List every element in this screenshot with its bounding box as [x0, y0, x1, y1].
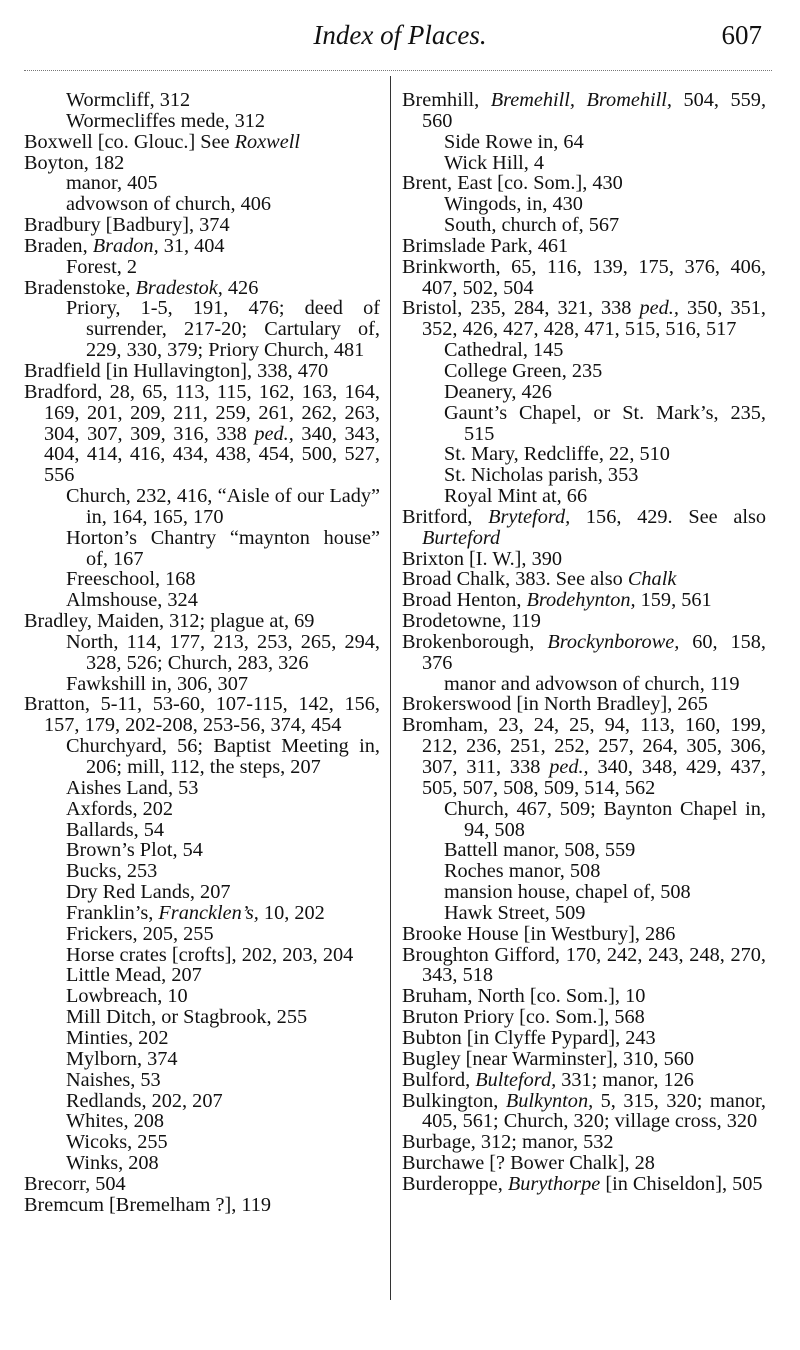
index-entry	[24, 778, 380, 799]
index-entry	[402, 799, 766, 841]
index-entry-text: Naishes, 53	[66, 1068, 161, 1091]
index-entry-text: Axfords, 202	[66, 797, 174, 820]
index-entry	[24, 1132, 380, 1153]
index-entry-text: Minties, 202	[66, 1026, 169, 1049]
index-entry-text: Side Rowe in, 64	[444, 130, 584, 153]
index-entry	[402, 465, 766, 486]
index-entry-italic: Francklen’s,	[158, 901, 259, 924]
left-index-column	[24, 90, 380, 1216]
index-entry	[24, 528, 380, 570]
index-entry-text: North, 114, 177, 213, 253, 265, 294, 328, 526; Church, 283, 326	[66, 630, 380, 674]
index-entry-italic: Bryteford,	[488, 505, 571, 528]
index-entry-text: Burbage, 312; manor, 532	[402, 1131, 614, 1154]
index-entry	[402, 90, 766, 132]
index-entry-text: Almshouse, 324	[66, 589, 198, 612]
index-entry-text: [in Chiseldon], 505	[600, 1172, 763, 1195]
index-entry-text: Brokerswood [in North Bradley], 265	[402, 693, 708, 716]
index-entry-text: Church, 467, 509; Baynton Chapel in, 94, 508	[444, 797, 766, 841]
index-entry-text: Bruton Priory [co. Som.], 568	[402, 1006, 645, 1029]
index-entry	[24, 924, 380, 945]
index-entry	[24, 861, 380, 882]
page-title: Index of Places.	[313, 20, 487, 50]
index-entry-text: Broad Henton,	[402, 589, 527, 612]
index-entry-text: Brinkworth, 65, 116, 139, 175, 376, 406, 407, 502, 504	[402, 255, 766, 299]
index-entry-italic: Brodehynton,	[526, 589, 636, 612]
index-entry-italic: Chalk	[627, 568, 677, 591]
index-entry-text: Little Mead, 207	[66, 964, 202, 987]
index-entry	[24, 382, 380, 486]
index-entry-text: Franklin’s,	[66, 901, 159, 924]
index-entry	[402, 1028, 766, 1049]
index-entry-text: Bristol, 235, 284, 321, 338	[402, 297, 640, 320]
index-entry	[24, 694, 380, 736]
index-entry	[402, 507, 766, 549]
index-entry-text: 60, 158, 376	[422, 630, 766, 674]
index-entry-text: Deanery, 426	[444, 380, 552, 403]
index-entry-italic: Bremehill, Bromehill,	[490, 89, 672, 111]
index-entry	[402, 403, 766, 445]
index-entry-text: Ballards, 54	[66, 818, 165, 841]
index-entry	[402, 611, 766, 632]
index-entry-text: Bubton [in Clyffe Pypard], 243	[402, 1026, 656, 1049]
index-entry	[24, 590, 380, 611]
index-entry-text: Lowbreach, 10	[66, 985, 188, 1008]
index-entry-text: St. Mary, Redcliffe, 22, 510	[444, 443, 670, 466]
index-entry	[402, 153, 766, 174]
index-entry	[24, 1070, 380, 1091]
index-entry	[24, 820, 380, 841]
index-entry	[24, 840, 380, 861]
index-entry	[24, 361, 380, 382]
index-entry	[402, 298, 766, 340]
index-entry-text: Brooke House [in Westbury], 286	[402, 922, 676, 945]
index-entry	[24, 111, 380, 132]
index-entry-text: Burderoppe,	[402, 1172, 508, 1195]
column-divider	[390, 76, 391, 1300]
index-entry-text: Broughton Gifford, 170, 242, 243, 248, 270, 343, 518	[402, 943, 766, 987]
index-entry	[402, 924, 766, 945]
index-entry	[402, 715, 766, 798]
index-entry-text: Horton’s Chantry “maynton house” of, 167	[66, 526, 380, 570]
index-entry-text: Hawk Street, 509	[444, 901, 586, 924]
index-entry	[402, 549, 766, 570]
index-entry-text: 10, 202	[258, 901, 325, 924]
index-entry-italic: Bulkynton,	[505, 1089, 594, 1112]
index-entry-italic: ped.,	[639, 297, 679, 320]
index-entry	[402, 444, 766, 465]
index-entry	[24, 1153, 380, 1174]
index-entry	[24, 632, 380, 674]
index-entry-text: 31, 404	[158, 234, 225, 257]
index-entry-italic: Roxwell	[234, 130, 300, 153]
index-entry-text: Brent, East [co. Som.], 430	[402, 172, 623, 195]
index-entry-text: Boxwell [co. Glouc.] See	[24, 130, 235, 153]
index-entry-text: Bucks, 253	[66, 860, 158, 883]
index-entry-text: Gaunt’s Chapel, or St. Mark’s, 235, 515	[444, 401, 766, 445]
index-entry-text: Fawkshill in, 306, 307	[66, 672, 248, 695]
index-entry-text: Britford,	[402, 505, 489, 528]
index-entry-text: 350, 351, 352, 426, 427, 428, 471, 515, 516, 517	[422, 297, 766, 341]
index-entry	[402, 173, 766, 194]
index-entry-text: manor and advowson of church, 119	[444, 672, 740, 695]
index-entry	[402, 861, 766, 882]
index-entry	[402, 945, 766, 987]
index-entry	[402, 1132, 766, 1153]
index-entry-text: Frickers, 205, 255	[66, 922, 214, 945]
index-entry	[24, 674, 380, 695]
index-entry	[24, 90, 380, 111]
index-entry-text: 159, 561	[635, 589, 712, 612]
index-entry	[24, 611, 380, 632]
index-entry	[402, 382, 766, 403]
index-entry-text: Burchawe [? Bower Chalk], 28	[402, 1152, 655, 1175]
index-entry	[402, 1091, 766, 1133]
index-entry-text: Whites, 208	[66, 1110, 165, 1133]
index-entry-text: Bulford,	[402, 1068, 476, 1091]
index-entry	[402, 1007, 766, 1028]
index-entry	[24, 1111, 380, 1132]
index-entry	[24, 486, 380, 528]
index-entry-text: Roches manor, 508	[444, 860, 601, 883]
index-entry-text: St. Nicholas parish, 353	[444, 464, 639, 487]
index-entry	[24, 965, 380, 986]
index-entry	[24, 1007, 380, 1028]
index-entry-text: mansion house, chapel of, 508	[444, 881, 691, 904]
index-entry	[402, 903, 766, 924]
index-entry-text: Bromham, 23, 24, 25, 94, 113, 160, 199, 212, 236, 251, 252, 257, 264, 305, 306, 307, 311, 338	[402, 714, 766, 778]
index-entry-text: Redlands, 202, 207	[66, 1089, 223, 1112]
index-entry-text: Bratton, 5-11, 53-60, 107-115, 142, 156, 157, 179, 202-208, 253-56, 374, 454	[24, 693, 380, 737]
index-entry-text: Boyton, 182	[24, 151, 125, 174]
index-entry	[24, 799, 380, 820]
index-entry-text: Brecorr, 504	[24, 1172, 126, 1195]
index-entry-text: Dry Red Lands, 207	[66, 881, 231, 904]
index-entry	[24, 736, 380, 778]
index-entry	[402, 882, 766, 903]
index-entry-text: 504, 559, 560	[422, 89, 767, 132]
index-entry-italic: Bradon,	[92, 234, 159, 257]
index-entry	[24, 132, 380, 153]
index-entry-text: 156, 429. See also	[570, 505, 767, 528]
index-entry	[402, 694, 766, 715]
index-entry	[402, 674, 766, 695]
index-entry-text: Bradford, 28, 65, 113, 115, 162, 163, 164, 169, 201, 209, 211, 259, 261, 262, 263, 304, 307, 309, 316, 338	[24, 380, 380, 445]
index-entry	[402, 1070, 766, 1091]
index-entry-text: Bradfield [in Hullavington], 338, 470	[24, 359, 329, 382]
index-entry-text: Forest, 2	[66, 255, 137, 278]
index-entry-text: Bremhill,	[402, 89, 491, 111]
index-entry-text: 340, 343, 404, 414, 416, 434, 438, 454, 500, 527, 556	[44, 422, 381, 487]
index-entry	[402, 632, 766, 674]
index-entry	[24, 278, 380, 299]
index-entry-text: Horse crates [crofts], 202, 203, 204	[66, 943, 354, 966]
index-entry	[24, 1028, 380, 1049]
index-entry	[402, 1153, 766, 1174]
index-entry-text: 340, 348, 429, 437, 505, 507, 508, 509, 514, 562	[422, 756, 766, 799]
index-entry	[402, 340, 766, 361]
index-entry-text: Freeschool, 168	[66, 568, 196, 591]
index-entry	[24, 1174, 380, 1195]
index-entry	[402, 361, 766, 382]
index-entry	[402, 569, 766, 590]
index-entry-text: Brixton [I. W.], 390	[402, 547, 562, 570]
right-index-column	[402, 90, 766, 1195]
index-entry	[24, 194, 380, 215]
index-entry-text: Bradbury [Badbury], 374	[24, 214, 230, 237]
index-entry-italic: Bulteford,	[475, 1068, 557, 1091]
index-entry	[402, 236, 766, 257]
index-entry-text: Royal Mint at, 66	[444, 485, 588, 508]
index-entry	[402, 840, 766, 861]
index-entry-text: Priory, 1-5, 191, 476; deed of surrender, 217-20; Cartulary of, 229, 330, 379; Priory Church, 481	[66, 297, 380, 362]
index-entry-text: advowson of church, 406	[66, 193, 272, 216]
index-entry	[402, 257, 766, 299]
index-entry	[402, 132, 766, 153]
index-entry	[24, 215, 380, 236]
index-entry-italic: Bradestok,	[135, 276, 223, 299]
index-entry-text: 331; manor, 126	[556, 1068, 694, 1091]
index-entry	[24, 1091, 380, 1112]
index-entry-text: manor, 405	[66, 172, 158, 195]
index-entry-text: Bremcum [Bremelham ?], 119	[24, 1193, 272, 1216]
index-entry-text: Bugley [near Warminster], 310, 560	[402, 1047, 694, 1070]
index-entry-text: Cathedral, 145	[444, 339, 564, 362]
index-entry	[402, 590, 766, 611]
index-entry-text: Churchyard, 56; Baptist Meeting in, 206; mill, 112, the steps, 207	[66, 735, 380, 778]
index-entry	[24, 882, 380, 903]
page-header	[0, 0, 800, 60]
index-entry-text: Wingods, in, 430	[444, 193, 583, 216]
page-number: 607	[721, 20, 762, 50]
index-entry-text: Braden,	[24, 234, 93, 257]
index-entry-text: Aishes Land, 53	[66, 776, 199, 799]
index-entry-italic: Burythorpe	[507, 1172, 601, 1195]
index-entry-text: Wicoks, 255	[66, 1131, 168, 1154]
index-entry	[402, 194, 766, 215]
index-entry-text: Broad Chalk, 383. See also	[402, 568, 628, 591]
header-rule	[24, 70, 772, 71]
index-entry	[24, 257, 380, 278]
index-entry-text: South, church of, 567	[444, 214, 620, 237]
index-entry	[402, 486, 766, 507]
index-entry	[24, 1195, 380, 1216]
index-entry	[24, 986, 380, 1007]
index-entry	[24, 569, 380, 590]
index-entry-text: Mill Ditch, or Stagbrook, 255	[66, 1006, 308, 1029]
index-entry-text: Wormcliff, 312	[66, 89, 191, 111]
index-entry-text: Winks, 208	[66, 1152, 159, 1175]
index-entry-text: Wick Hill, 4	[444, 151, 545, 174]
index-entry-italic: Brockynborowe,	[547, 630, 680, 653]
index-entry-italic: ped.,	[254, 422, 294, 445]
index-entry-text: Brimslade Park, 461	[402, 234, 569, 257]
index-entry-text: Bradley, Maiden, 312; plague at, 69	[24, 610, 315, 633]
index-entry-text: Brokenborough,	[402, 630, 548, 653]
index-entry-text: Bruham, North [co. Som.], 10	[402, 985, 646, 1008]
index-entry-text: Battell manor, 508, 559	[444, 839, 636, 862]
index-entry-text: Church, 232, 416, “Aisle of our Lady” in, 164, 165, 170	[66, 485, 380, 528]
index-entry-italic: ped.,	[549, 756, 589, 778]
index-entry	[402, 215, 766, 236]
index-entry	[24, 236, 380, 257]
index-entry	[402, 1174, 766, 1195]
index-entry-text: Brown’s Plot, 54	[66, 839, 203, 862]
index-entry-text: 5, 315, 320; manor, 405, 561; Church, 320; village cross, 320	[422, 1089, 766, 1133]
index-entry	[24, 153, 380, 174]
index-entry-text: 426	[222, 276, 259, 299]
index-entry-text: Wormecliffes mede, 312	[66, 109, 266, 132]
index-entry	[24, 903, 380, 924]
index-entry-text: Brodetowne, 119	[402, 610, 541, 633]
index-entry	[24, 298, 380, 361]
index-entry-text: Bulkington,	[402, 1089, 506, 1112]
index-entry	[24, 945, 380, 966]
index-entry-text: Bradenstoke,	[24, 276, 136, 299]
index-entry	[402, 986, 766, 1007]
index-entry	[24, 1049, 380, 1070]
index-entry-text: Mylborn, 374	[66, 1047, 178, 1070]
index-entry-italic: Burteford	[422, 526, 501, 549]
index-entry-text: College Green, 235	[444, 359, 603, 382]
index-entry	[402, 1049, 766, 1070]
index-entry	[24, 173, 380, 194]
